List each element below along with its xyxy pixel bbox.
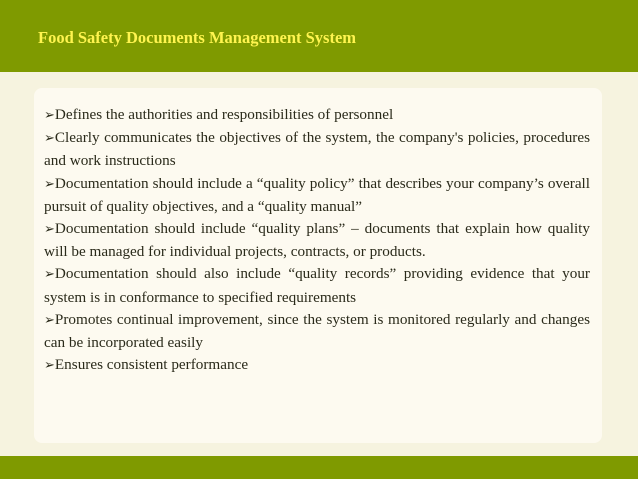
bullet-text: Documentation should also include “quality records” providing evidence that your system is in conformance to specified requirements	[44, 265, 590, 306]
bullet-text: Promotes continual improvement, since the system is monitored regularly and changes can be incorporated easily	[44, 310, 590, 352]
arrow-bullet-icon: ➢	[44, 358, 55, 374]
bullet-item	[44, 218, 590, 263]
arrow-bullet-icon: ➢	[44, 176, 55, 192]
arrow-bullet-icon: ➢	[44, 131, 55, 147]
arrow-bullet-icon: ➢	[44, 267, 55, 283]
bullet-list	[44, 104, 590, 377]
bullet-item	[44, 354, 590, 377]
bottom-bar	[0, 456, 638, 479]
bullet-text: Ensures consistent performance	[54, 356, 249, 374]
bullet-item	[44, 104, 590, 127]
bullet-item	[44, 173, 590, 218]
bullet-item	[44, 263, 590, 308]
bullet-text: Defines the authorities and responsibilities of personnel	[54, 106, 394, 123]
arrow-bullet-icon: ➢	[44, 312, 55, 328]
bullet-text: Clearly communicates the objectives of the system, the company's policies, procedures and work instructions	[44, 129, 590, 170]
arrow-bullet-icon: ➢	[44, 222, 55, 238]
bullet-text: Documentation should include a “quality policy” that describes your company’s overall pursuit of quality objectives, and a “quality manual”	[44, 174, 590, 215]
bullet-text: Documentation should include “quality plans” – documents that explain how quality will be managed for individual projects, contracts, or products.	[44, 220, 590, 261]
bullet-item	[44, 309, 590, 354]
slide-title: Food Safety Documents Management System	[38, 28, 357, 47]
title-bar	[0, 0, 638, 78]
arrow-bullet-icon: ➢	[44, 108, 55, 123]
bullet-item	[44, 127, 590, 172]
